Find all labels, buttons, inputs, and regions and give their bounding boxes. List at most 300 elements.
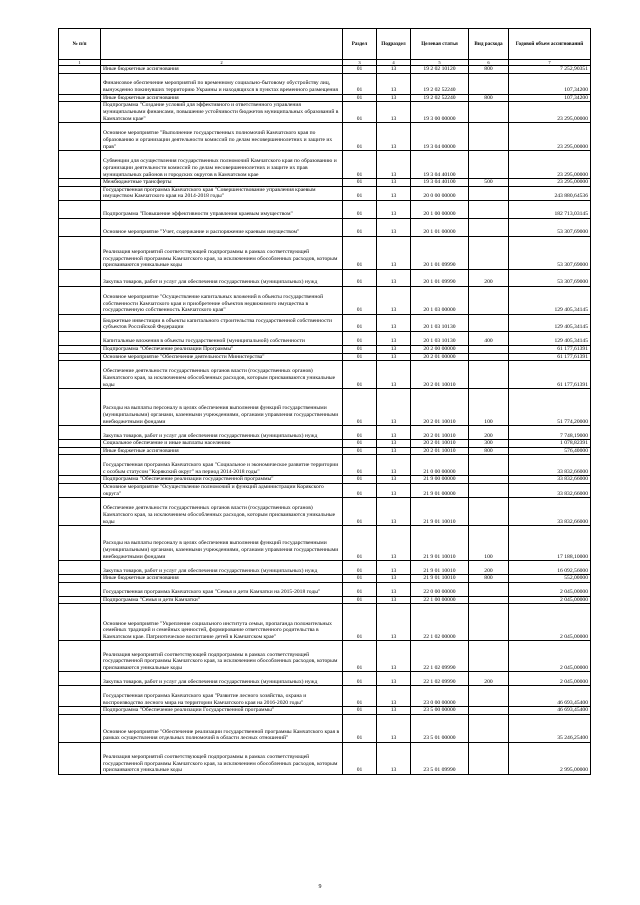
row-target-article-cell: 22 1 00 00000	[411, 596, 469, 604]
index-cell: 2	[101, 60, 343, 66]
row-podrazdel-cell: 13	[377, 742, 411, 774]
row-target-article-cell: 20 1 03 00000	[411, 286, 469, 314]
row-name-cell: Государственная программа Камчатского края "Совершенствование управления краевым имуществом Камчатского края на 2014-2018 годы"	[101, 186, 343, 200]
row-amount-cell: 7 748,19000	[509, 426, 591, 440]
row-expense-type-cell	[469, 314, 509, 331]
table-row	[59, 179, 591, 187]
row-amount-cell: 7 252,90351	[509, 66, 591, 74]
row-number-cell	[59, 707, 101, 715]
row-expense-type-cell	[469, 455, 509, 476]
row-expense-type-cell	[469, 483, 509, 497]
row-amount-cell: 16 092,56000	[509, 561, 591, 575]
row-razdel-cell: 01	[343, 151, 377, 179]
row-number-cell	[59, 186, 101, 200]
row-name-cell: Основное мероприятие "Учет, содержание и распоряжение краевым имуществом"	[101, 218, 343, 236]
row-amount-cell: 576,40000	[509, 447, 591, 455]
row-amount-cell: 33 832,66000	[509, 476, 591, 484]
header-name	[101, 29, 343, 60]
table-row	[59, 641, 591, 672]
row-amount-cell: 552,00000	[509, 575, 591, 583]
row-target-article-cell: 19 3 00 00000	[411, 102, 469, 123]
row-name-cell: Реализация мероприятий соответствующей подпрограммы в рамках соответствующей государственной программы Камчатского края, за исключением обособленных расходов, которым присваиваются уникальные коды	[101, 641, 343, 672]
row-amount-cell: 23 295,00000	[509, 151, 591, 179]
table-row	[59, 236, 591, 269]
row-expense-type-cell	[469, 186, 509, 200]
budget-rows	[59, 66, 591, 775]
row-number-cell	[59, 236, 101, 269]
row-target-article-cell: 20 1 01 09990	[411, 269, 469, 286]
index-cell: 1	[59, 60, 101, 66]
row-amount-cell: 107,34200	[509, 94, 591, 102]
row-podrazdel-cell: 13	[377, 476, 411, 484]
row-target-article-cell: 23 0 00 00000	[411, 686, 469, 707]
row-amount-cell: 53 307,69000	[509, 236, 591, 269]
row-podrazdel-cell: 13	[377, 331, 411, 345]
header-number: № п/п	[59, 29, 101, 60]
row-expense-type-cell: 100	[469, 389, 509, 426]
row-expense-type-cell: 500	[469, 179, 509, 187]
table-row	[59, 200, 591, 218]
row-razdel-cell: 01	[343, 707, 377, 715]
row-number-cell	[59, 94, 101, 102]
row-razdel-cell: 01	[343, 345, 377, 353]
row-expense-type-cell	[469, 686, 509, 707]
row-name-cell: Расходы на выплаты персоналу в целях обеспечения выполнения функций государственными (муниципальными) органами, казенными учреждениями, органами управления государственными внебюджетными фондами	[101, 526, 343, 561]
table-row	[59, 73, 591, 94]
row-name-cell: Закупка товаров, работ и услуг для обеспечения государственных (муниципальных) нужд	[101, 561, 343, 575]
row-name-cell: Государственная программа Камчатского края "Семья и дети Камчатки на 2015-2018 годы"	[101, 582, 343, 596]
row-number-cell	[59, 604, 101, 641]
table-row	[59, 345, 591, 353]
row-number-cell	[59, 66, 101, 74]
row-razdel-cell: 01	[343, 269, 377, 286]
table-row	[59, 447, 591, 455]
table-row	[59, 575, 591, 583]
row-expense-type-cell	[469, 498, 509, 526]
row-name-cell: Подпрограмма "Обеспечение реализации Государственной программы"	[101, 707, 343, 715]
row-expense-type-cell: 800	[469, 94, 509, 102]
row-name-cell: Капитальные вложения в объекты государственной (муниципальной) собственности	[101, 331, 343, 345]
row-name-cell: Иные бюджетные ассигнования	[101, 94, 343, 102]
row-amount-cell: 46 693,45400	[509, 707, 591, 715]
row-amount-cell: 1 078,82391	[509, 440, 591, 448]
row-expense-type-cell	[469, 218, 509, 236]
row-amount-cell: 17 188,10000	[509, 526, 591, 561]
row-number-cell	[59, 179, 101, 187]
row-name-cell: Подпрограмма "Повышение эффективности управления краевым имуществом"	[101, 200, 343, 218]
row-podrazdel-cell: 13	[377, 361, 411, 389]
row-podrazdel-cell: 13	[377, 218, 411, 236]
row-podrazdel-cell: 13	[377, 483, 411, 497]
row-target-article-cell: 21 9 01 10010	[411, 561, 469, 575]
row-amount-cell: 2 045,00000	[509, 672, 591, 686]
row-expense-type-cell: 200	[469, 269, 509, 286]
row-number-cell	[59, 447, 101, 455]
table-row	[59, 483, 591, 497]
row-name-cell: Субвенции для осуществления государственных полномочий Камчатского края по образованию и организации деятельности комиссий по делам несовершеннолетних и защите их прав муниципальных районов и городских округов в Камчатском крае	[101, 151, 343, 179]
row-razdel-cell: 01	[343, 641, 377, 672]
row-amount-cell: 129 405,34145	[509, 314, 591, 331]
row-podrazdel-cell: 13	[377, 447, 411, 455]
table-row	[59, 561, 591, 575]
row-number-cell	[59, 353, 101, 361]
row-razdel-cell: 01	[343, 331, 377, 345]
row-number-cell	[59, 641, 101, 672]
row-razdel-cell: 01	[343, 575, 377, 583]
row-number-cell	[59, 483, 101, 497]
row-number-cell	[59, 582, 101, 596]
table-row	[59, 686, 591, 707]
row-expense-type-cell	[469, 476, 509, 484]
row-target-article-cell: 20 1 00 00000	[411, 200, 469, 218]
row-expense-type-cell	[469, 345, 509, 353]
row-amount-cell: 2 045,00000	[509, 604, 591, 641]
row-name-cell: Иные бюджетные ассигнования	[101, 575, 343, 583]
row-expense-type-cell: 100	[469, 526, 509, 561]
row-razdel-cell: 01	[343, 447, 377, 455]
row-amount-cell: 33 832,66000	[509, 498, 591, 526]
table-row	[59, 94, 591, 102]
row-razdel-cell: 01	[343, 440, 377, 448]
row-name-cell: Подпрограмма "Семья и дети Камчатки"	[101, 596, 343, 604]
row-podrazdel-cell: 13	[377, 94, 411, 102]
row-expense-type-cell	[469, 742, 509, 774]
table-row	[59, 331, 591, 345]
row-expense-type-cell	[469, 582, 509, 596]
row-podrazdel-cell: 13	[377, 236, 411, 269]
row-podrazdel-cell: 13	[377, 526, 411, 561]
row-podrazdel-cell: 13	[377, 73, 411, 94]
row-razdel-cell: 01	[343, 314, 377, 331]
row-podrazdel-cell: 13	[377, 604, 411, 641]
row-podrazdel-cell: 13	[377, 66, 411, 74]
row-expense-type-cell	[469, 123, 509, 151]
row-podrazdel-cell: 13	[377, 269, 411, 286]
table-row	[59, 353, 591, 361]
row-amount-cell: 107,34200	[509, 73, 591, 94]
budget-table-sheet	[58, 28, 590, 775]
table-row	[59, 361, 591, 389]
row-amount-cell: 2 045,00000	[509, 582, 591, 596]
row-name-cell: Государственная программа Камчатского края "Социальное и экономическое развитие территории с особым статусом "Корякский округ" на период 2014-2018 годы"	[101, 455, 343, 476]
row-amount-cell: 46 693,45400	[509, 686, 591, 707]
row-number-cell	[59, 314, 101, 331]
row-razdel-cell: 01	[343, 455, 377, 476]
row-amount-cell: 2 045,00000	[509, 596, 591, 604]
row-number-cell	[59, 426, 101, 440]
row-razdel-cell: 01	[343, 561, 377, 575]
row-podrazdel-cell: 13	[377, 455, 411, 476]
row-target-article-cell: 19 2 02 52240	[411, 94, 469, 102]
row-target-article-cell: 20 2 01 10010	[411, 361, 469, 389]
row-target-article-cell: 22 1 02 09990	[411, 672, 469, 686]
row-razdel-cell: 01	[343, 483, 377, 497]
row-amount-cell: 23 295,00000	[509, 102, 591, 123]
row-razdel-cell: 01	[343, 361, 377, 389]
row-podrazdel-cell: 13	[377, 389, 411, 426]
row-expense-type-cell	[469, 286, 509, 314]
row-name-cell: Закупка товаров, работ и услуг для обеспечения государственных (муниципальных) нужд	[101, 269, 343, 286]
row-number-cell	[59, 331, 101, 345]
row-number-cell	[59, 389, 101, 426]
row-target-article-cell: 20 1 03 10130	[411, 331, 469, 345]
table-row	[59, 426, 591, 440]
table-row	[59, 269, 591, 286]
row-razdel-cell: 01	[343, 236, 377, 269]
row-target-article-cell: 22 1 02 00000	[411, 604, 469, 641]
row-name-cell: Бюджетные инвестиции в объекты капитального строительства государственной собственности субъектов Российской Федерации	[101, 314, 343, 331]
row-expense-type-cell: 200	[469, 561, 509, 575]
row-expense-type-cell: 400	[469, 331, 509, 345]
row-expense-type-cell: 800	[469, 447, 509, 455]
index-cell: 6	[469, 60, 509, 66]
row-target-article-cell: 23 5 00 00000	[411, 707, 469, 715]
row-name-cell: Социальное обеспечение и иные выплаты населению	[101, 440, 343, 448]
row-amount-cell: 33 832,66000	[509, 483, 591, 497]
table-row	[59, 526, 591, 561]
row-name-cell: Финансовое обеспечение мероприятий по временному социально-бытовому обустройству лиц, вынужденно покинувших территорию Украины и находящихся в пунктах временного размещения	[101, 73, 343, 94]
row-number-cell	[59, 200, 101, 218]
row-podrazdel-cell: 13	[377, 179, 411, 187]
row-name-cell: Иные бюджетные ассигнования	[101, 66, 343, 74]
table-row	[59, 498, 591, 526]
row-razdel-cell: 01	[343, 94, 377, 102]
row-name-cell: Реализация мероприятий соответствующей подпрограммы в рамках соответствующей государственной программы Камчатского края, за исключением обособленных расходов, которым присваиваются уникальные коды	[101, 236, 343, 269]
row-name-cell: Основное мероприятие "Осуществление полномочий и функций администрации Корякского округа"	[101, 483, 343, 497]
row-name-cell: Подпрограмма "Создание условий для эффективного и ответственного управления муниципальными финансами, повышение устойчивости бюджетов муниципальных образований в Камчатском крае"	[101, 102, 343, 123]
row-number-cell	[59, 440, 101, 448]
row-podrazdel-cell: 13	[377, 123, 411, 151]
row-razdel-cell: 01	[343, 582, 377, 596]
table-row	[59, 218, 591, 236]
row-number-cell	[59, 686, 101, 707]
row-name-cell: Подпрограмма "Обеспечение реализации государственной программы"	[101, 476, 343, 484]
row-podrazdel-cell: 13	[377, 200, 411, 218]
index-cell: 3	[343, 60, 377, 66]
row-target-article-cell: 20 2 00 00000	[411, 345, 469, 353]
row-name-cell: Обеспечение деятельности государственных органов власти (государственных органов) Камчатского края, за исключением обособленных расходов, которым присваиваются уникальные коды	[101, 498, 343, 526]
row-expense-type-cell: 300	[469, 440, 509, 448]
index-cell: 4	[377, 60, 411, 66]
page-number: 9	[318, 884, 322, 890]
row-amount-cell: 243 880,64536	[509, 186, 591, 200]
row-name-cell: Межбюджетные трансферты	[101, 179, 343, 187]
row-amount-cell: 33 832,66000	[509, 455, 591, 476]
row-amount-cell: 35 246,25400	[509, 714, 591, 742]
row-target-article-cell: 19 3 04 40100	[411, 151, 469, 179]
row-name-cell: Закупка товаров, работ и услуг для обеспечения государственных (муниципальных) нужд	[101, 672, 343, 686]
row-razdel-cell: 01	[343, 102, 377, 123]
row-target-article-cell: 21 0 00 00000	[411, 455, 469, 476]
row-target-article-cell: 19 2 02 52240	[411, 73, 469, 94]
header-podrazdel: Подраздел	[377, 29, 411, 60]
row-razdel-cell: 01	[343, 714, 377, 742]
header-target-article: Целевая статья	[411, 29, 469, 60]
header-expense-type: Вид расхода	[469, 29, 509, 60]
row-podrazdel-cell: 13	[377, 498, 411, 526]
row-amount-cell: 129 405,34145	[509, 331, 591, 345]
row-expense-type-cell	[469, 604, 509, 641]
table-row	[59, 440, 591, 448]
row-razdel-cell: 01	[343, 218, 377, 236]
row-target-article-cell: 23 5 01 09990	[411, 742, 469, 774]
row-expense-type-cell	[469, 151, 509, 179]
row-expense-type-cell: 200	[469, 672, 509, 686]
row-razdel-cell: 01	[343, 353, 377, 361]
row-number-cell	[59, 526, 101, 561]
row-podrazdel-cell: 13	[377, 345, 411, 353]
row-name-cell: Реализация мероприятий соответствующей подпрограммы в рамках соответствующей государственной программы Камчатского края, за исключением обособленных расходов, которым присваиваются уникальные коды	[101, 742, 343, 774]
row-amount-cell: 61 177,61391	[509, 345, 591, 353]
row-podrazdel-cell: 13	[377, 314, 411, 331]
table-row	[59, 714, 591, 742]
row-target-article-cell: 21 9 01 10010	[411, 498, 469, 526]
row-target-article-cell: 22 0 00 00000	[411, 582, 469, 596]
row-target-article-cell: 21 9 01 10010	[411, 575, 469, 583]
row-razdel-cell: 01	[343, 66, 377, 74]
row-target-article-cell: 20 0 00 00000	[411, 186, 469, 200]
header-annual-amount: Годовой объем ассигнований	[509, 29, 591, 60]
row-amount-cell: 182 713,03145	[509, 200, 591, 218]
row-amount-cell: 61 177,61391	[509, 361, 591, 389]
row-podrazdel-cell: 13	[377, 186, 411, 200]
row-amount-cell: 129 405,34145	[509, 286, 591, 314]
table-row	[59, 604, 591, 641]
row-amount-cell: 51 774,20000	[509, 389, 591, 426]
row-number-cell	[59, 714, 101, 742]
row-podrazdel-cell: 13	[377, 561, 411, 575]
row-target-article-cell: 19 3 04 00000	[411, 123, 469, 151]
table-row	[59, 707, 591, 715]
row-podrazdel-cell: 13	[377, 102, 411, 123]
row-name-cell: Иные бюджетные ассигнования	[101, 447, 343, 455]
row-expense-type-cell	[469, 353, 509, 361]
table-row	[59, 455, 591, 476]
row-expense-type-cell: 200	[469, 426, 509, 440]
row-razdel-cell: 01	[343, 186, 377, 200]
header-row	[59, 29, 591, 60]
table-row	[59, 186, 591, 200]
row-podrazdel-cell: 13	[377, 686, 411, 707]
row-amount-cell: 2 045,00000	[509, 641, 591, 672]
row-number-cell	[59, 361, 101, 389]
row-expense-type-cell	[469, 102, 509, 123]
row-number-cell	[59, 345, 101, 353]
table-row	[59, 314, 591, 331]
row-amount-cell: 61 177,61391	[509, 353, 591, 361]
row-podrazdel-cell: 13	[377, 641, 411, 672]
row-expense-type-cell	[469, 236, 509, 269]
row-target-article-cell: 20 2 01 00000	[411, 353, 469, 361]
row-expense-type-cell: 800	[469, 66, 509, 74]
row-razdel-cell: 01	[343, 476, 377, 484]
row-target-article-cell: 19 2 02 10120	[411, 66, 469, 74]
row-razdel-cell: 01	[343, 686, 377, 707]
row-razdel-cell: 01	[343, 123, 377, 151]
row-razdel-cell: 01	[343, 672, 377, 686]
row-target-article-cell: 20 1 01 00000	[411, 218, 469, 236]
row-number-cell	[59, 476, 101, 484]
row-podrazdel-cell: 13	[377, 440, 411, 448]
table-row	[59, 742, 591, 774]
row-name-cell: Основное мероприятие "Укрепление социального института семьи, пропаганда положительных семейных традиций и семейных ценностей, формирование ответственного родительства в Камчатском крае. Патриотическое воспитание детей в Камчатском крае"	[101, 604, 343, 641]
row-target-article-cell: 23 5 01 00000	[411, 714, 469, 742]
row-number-cell	[59, 672, 101, 686]
row-number-cell	[59, 498, 101, 526]
row-name-cell: Закупка товаров, работ и услуг для обеспечения государственных (муниципальных) нужд	[101, 426, 343, 440]
table-row	[59, 582, 591, 596]
row-amount-cell: 23 295,00000	[509, 179, 591, 187]
table-row	[59, 66, 591, 74]
index-cell: 5	[411, 60, 469, 66]
row-razdel-cell: 01	[343, 604, 377, 641]
row-razdel-cell: 01	[343, 498, 377, 526]
row-razdel-cell: 01	[343, 526, 377, 561]
row-number-cell	[59, 151, 101, 179]
table-row	[59, 476, 591, 484]
row-number-cell	[59, 73, 101, 94]
row-amount-cell: 53 307,69000	[509, 218, 591, 236]
row-razdel-cell: 01	[343, 286, 377, 314]
row-number-cell	[59, 102, 101, 123]
row-expense-type-cell	[469, 596, 509, 604]
row-name-cell: Основное мероприятие "Осуществление капитальных вложений в объекты государственной собственности Камчатского края и приобретение объектов недвижимого имущества в государственную собственность Камчатского края"	[101, 286, 343, 314]
row-podrazdel-cell: 13	[377, 151, 411, 179]
header-razdel: Раздел	[343, 29, 377, 60]
row-target-article-cell: 20 2 01 10010	[411, 426, 469, 440]
row-target-article-cell: 20 2 01 10010	[411, 440, 469, 448]
row-expense-type-cell: 800	[469, 575, 509, 583]
table-row	[59, 389, 591, 426]
row-number-cell	[59, 575, 101, 583]
row-podrazdel-cell: 13	[377, 714, 411, 742]
row-name-cell: Основное мероприятие "Обеспечение деятельности Министерства"	[101, 353, 343, 361]
row-razdel-cell: 01	[343, 742, 377, 774]
row-target-article-cell: 20 2 01 10010	[411, 447, 469, 455]
row-podrazdel-cell: 13	[377, 707, 411, 715]
row-target-article-cell: 20 1 03 10130	[411, 314, 469, 331]
table-row	[59, 286, 591, 314]
row-expense-type-cell	[469, 200, 509, 218]
row-name-cell: Основное мероприятие "Обеспечение реализации государственной программы Камчатского края в рамках осуществления отдельных полномочий в области лесных отношений"	[101, 714, 343, 742]
row-target-article-cell: 19 3 04 40100	[411, 179, 469, 187]
row-number-cell	[59, 455, 101, 476]
row-amount-cell: 2 995,00000	[509, 742, 591, 774]
row-name-cell: Основное мероприятие "Выполнение государственных полномочий Камчатского края по образованию и организации деятельности комиссий по делам несовершеннолетних и защите их прав"	[101, 123, 343, 151]
row-podrazdel-cell: 13	[377, 596, 411, 604]
row-expense-type-cell	[469, 707, 509, 715]
row-expense-type-cell	[469, 73, 509, 94]
index-cell: 7	[509, 60, 591, 66]
row-podrazdel-cell: 13	[377, 286, 411, 314]
table-row	[59, 102, 591, 123]
row-amount-cell: 23 295,00000	[509, 123, 591, 151]
row-podrazdel-cell: 13	[377, 575, 411, 583]
row-number-cell	[59, 561, 101, 575]
row-target-article-cell: 21 9 00 00000	[411, 476, 469, 484]
row-number-cell	[59, 218, 101, 236]
row-podrazdel-cell: 13	[377, 582, 411, 596]
row-name-cell: Подпрограмма "Обеспечение реализации Программы"	[101, 345, 343, 353]
row-expense-type-cell	[469, 641, 509, 672]
row-target-article-cell: 20 1 01 09990	[411, 236, 469, 269]
row-target-article-cell: 21 9 01 10010	[411, 526, 469, 561]
row-number-cell	[59, 123, 101, 151]
table-row	[59, 672, 591, 686]
row-podrazdel-cell: 13	[377, 353, 411, 361]
row-amount-cell: 53 307,69000	[509, 269, 591, 286]
table-row	[59, 596, 591, 604]
